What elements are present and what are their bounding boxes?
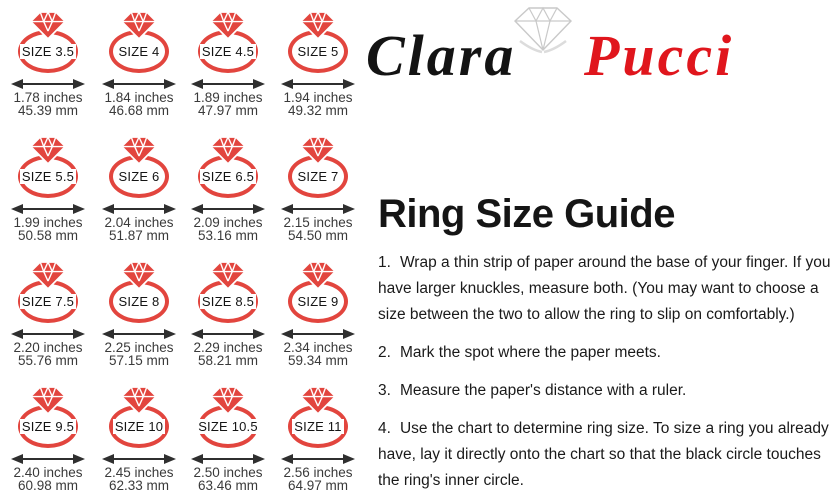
diameter-mm: 47.97 mm <box>197 103 259 118</box>
brand-word-clara: Clara <box>366 23 517 88</box>
diameter-inches: 2.40 inches <box>13 465 83 480</box>
diamond-gem-icon <box>209 135 247 165</box>
diamond-gem-icon <box>299 135 337 165</box>
diamond-gem-icon <box>29 260 67 290</box>
ring-size-cell <box>3 258 93 383</box>
ring-size-cell <box>3 8 93 133</box>
diamond-gem-icon <box>209 260 247 290</box>
ring-size-label: SIZE 10 <box>114 419 164 434</box>
instruction-step <box>378 250 834 328</box>
brand-word-pucci: Pucci <box>584 23 735 88</box>
ring-size-label: SIZE 8.5 <box>201 294 255 309</box>
ring-size-cell <box>3 383 93 501</box>
ring-size-cell <box>94 383 184 501</box>
diameter-inches: 2.29 inches <box>193 340 263 355</box>
diameter-mm: 63.46 mm <box>197 478 259 493</box>
diameter-inches: 2.09 inches <box>193 215 263 230</box>
instruction-step <box>378 340 834 366</box>
logo-diamond-icon <box>512 5 574 57</box>
ring-size-cell <box>94 133 184 258</box>
diameter-inches: 2.20 inches <box>13 340 83 355</box>
ring-size-cell <box>273 8 363 133</box>
diameter-arrow-icon <box>191 203 265 215</box>
diamond-gem-icon <box>299 10 337 40</box>
diameter-arrow-icon <box>11 328 85 340</box>
diameter-arrow-icon <box>11 78 85 90</box>
diameter-mm: 53.16 mm <box>197 228 259 243</box>
ring-size-cell <box>3 133 93 258</box>
diamond-gem-icon <box>120 135 158 165</box>
ring-size-label: SIZE 10.5 <box>198 419 258 434</box>
diameter-arrow-icon <box>102 453 176 465</box>
ring-size-cell <box>183 8 273 133</box>
ring-size-label: SIZE 9 <box>297 294 339 309</box>
ring-size-label: SIZE 4.5 <box>201 44 255 59</box>
diameter-inches: 2.56 inches <box>283 465 353 480</box>
diamond-gem-icon <box>299 385 337 415</box>
diameter-mm: 54.50 mm <box>287 228 349 243</box>
diameter-inches: 2.15 inches <box>283 215 353 230</box>
diameter-arrow-icon <box>102 328 176 340</box>
ring-size-cell <box>183 383 273 501</box>
ring-size-label: SIZE 5.5 <box>21 169 75 184</box>
ring-size-cell <box>273 383 363 501</box>
ring-size-label: SIZE 11 <box>294 419 342 434</box>
ring-size-label: SIZE 4 <box>118 44 160 59</box>
diamond-gem-icon <box>29 10 67 40</box>
diameter-arrow-icon <box>191 328 265 340</box>
diamond-gem-icon <box>209 10 247 40</box>
diameter-arrow-icon <box>191 453 265 465</box>
instructions-list <box>378 250 834 501</box>
ring-size-label: SIZE 8 <box>118 294 160 309</box>
diameter-mm: 46.68 mm <box>108 103 170 118</box>
step-number: 2. <box>378 344 391 361</box>
diamond-gem-icon <box>120 10 158 40</box>
diameter-mm: 50.58 mm <box>17 228 79 243</box>
diamond-gem-icon <box>120 385 158 415</box>
ring-size-label: SIZE 3.5 <box>21 44 75 59</box>
ring-size-label: SIZE 9.5 <box>21 419 75 434</box>
diameter-mm: 62.33 mm <box>108 478 170 493</box>
diameter-arrow-icon <box>281 203 355 215</box>
diameter-inches: 2.50 inches <box>193 465 263 480</box>
diameter-arrow-icon <box>281 453 355 465</box>
diameter-mm: 64.97 mm <box>287 478 349 493</box>
diameter-arrow-icon <box>11 203 85 215</box>
diamond-gem-icon <box>29 135 67 165</box>
diameter-mm: 51.87 mm <box>108 228 170 243</box>
ring-size-cell <box>183 258 273 383</box>
step-number: 3. <box>378 382 391 399</box>
diameter-inches: 2.04 inches <box>104 215 174 230</box>
diameter-inches: 1.89 inches <box>193 90 263 105</box>
diameter-mm: 45.39 mm <box>17 103 79 118</box>
ring-size-label: SIZE 7.5 <box>21 294 75 309</box>
ring-size-label: SIZE 5 <box>297 44 339 59</box>
diameter-inches: 2.34 inches <box>283 340 353 355</box>
page-title: Ring Size Guide <box>378 192 675 236</box>
diameter-mm: 60.98 mm <box>17 478 79 493</box>
ring-size-cell <box>94 258 184 383</box>
instruction-step <box>378 378 834 404</box>
ring-size-cell <box>183 133 273 258</box>
diameter-arrow-icon <box>191 78 265 90</box>
diamond-gem-icon <box>209 385 247 415</box>
ring-size-label: SIZE 6.5 <box>201 169 255 184</box>
step-text: Measure the paper's distance with a ruler. <box>399 382 687 399</box>
step-text: Wrap a thin strip of paper around the base of your finger. If you have larger knuckles, measure both. (You may want to choose a size between the two to allow the ring to slip on comfortably.) <box>378 254 831 323</box>
diameter-mm: 55.76 mm <box>17 353 79 368</box>
ring-size-label: SIZE 7 <box>297 169 339 184</box>
ring-size-cell <box>273 258 363 383</box>
ring-size-cell <box>273 133 363 258</box>
diameter-inches: 2.45 inches <box>104 465 174 480</box>
step-number: 4. <box>378 420 391 437</box>
diameter-inches: 1.94 inches <box>283 90 353 105</box>
ring-size-label: SIZE 6 <box>118 169 160 184</box>
diameter-mm: 57.15 mm <box>108 353 170 368</box>
diamond-gem-icon <box>29 385 67 415</box>
diameter-arrow-icon <box>281 328 355 340</box>
diameter-arrow-icon <box>102 203 176 215</box>
diamond-gem-icon <box>120 260 158 290</box>
diameter-mm: 59.34 mm <box>287 353 349 368</box>
diameter-inches: 2.25 inches <box>104 340 174 355</box>
step-text: Use the chart to determine ring size. To size a ring you already have, lay it directly onto the chart so that the black circle touches the ring's inner circle. <box>378 420 829 489</box>
diamond-gem-icon <box>299 260 337 290</box>
diameter-inches: 1.84 inches <box>104 90 174 105</box>
diameter-inches: 1.78 inches <box>13 90 83 105</box>
diameter-arrow-icon <box>102 78 176 90</box>
step-number: 1. <box>378 254 391 271</box>
step-text: Mark the spot where the paper meets. <box>399 344 661 361</box>
diameter-mm: 58.21 mm <box>197 353 259 368</box>
ring-size-cell <box>94 8 184 133</box>
diameter-inches: 1.99 inches <box>13 215 83 230</box>
instruction-step <box>378 416 834 494</box>
diameter-arrow-icon <box>11 453 85 465</box>
diameter-mm: 49.32 mm <box>287 103 349 118</box>
diameter-arrow-icon <box>281 78 355 90</box>
